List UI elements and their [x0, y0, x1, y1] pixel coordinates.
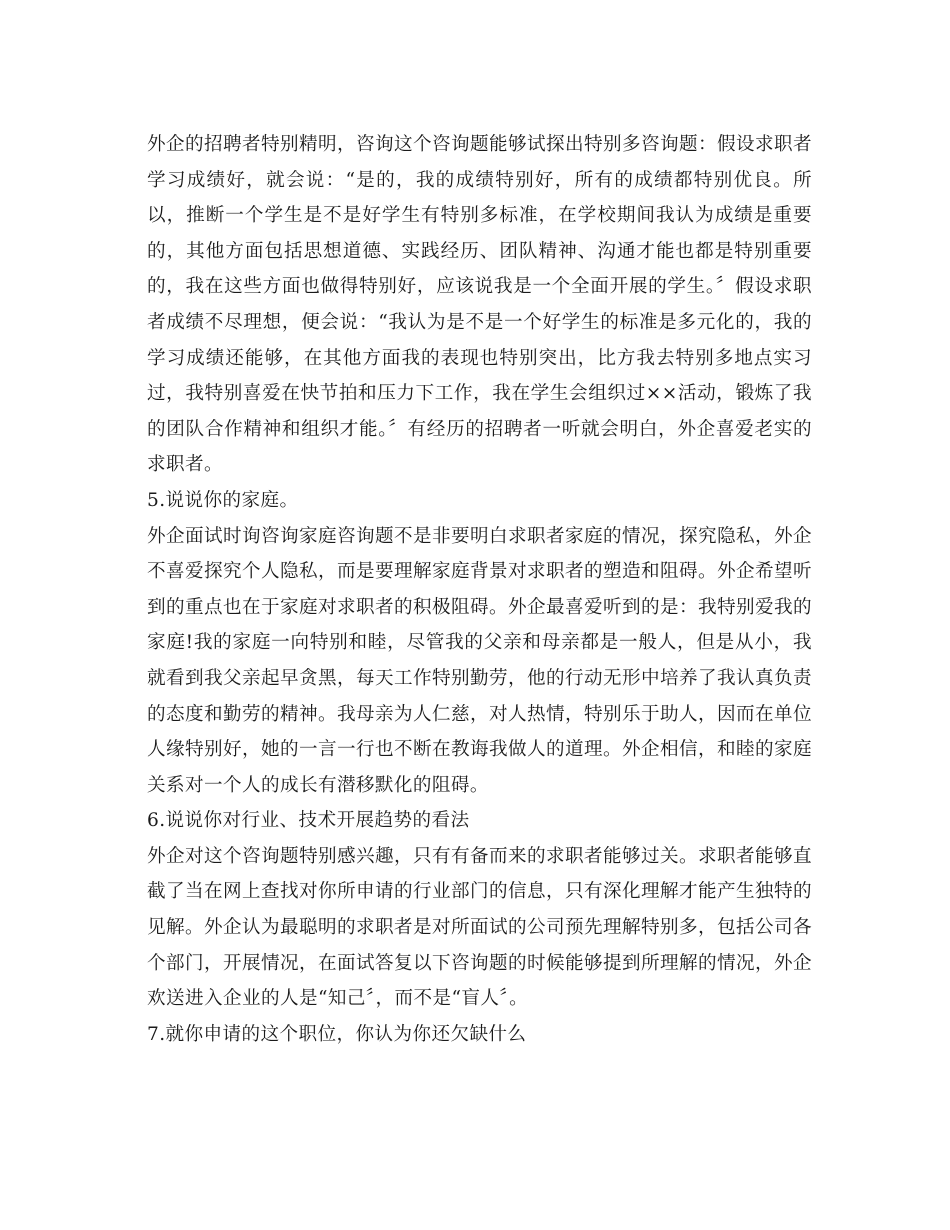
paragraph-integrity: 外企的招聘者特别精明，咨询这个咨询题能够试探出特别多咨询题：假设求职者学习成绩好，就会说：“是的，我的成绩特别好，所有的成绩都特别优良。所以，推断一个学生是不是好学生有特别多标准，在学校期间我认为成绩是重要的，其他方面包括思想道德、实践经历、团队精神、沟通才能也都是特别重要的，我在这些方面也做得特别好，应该说我是一个全面开展的学生。〞假设求职者成绩不尽理想，便会说：“我认为是不是一个好学生的标准是多元化的，我的学习成绩还能够，在其他方面我的表现也特别突出，比方我去特别多地点实习过，我特别喜爱在快节拍和压力下工作，我在学生会组织过××活动，锻炼了我的团队合作精神和组织才能。〞有经历的招聘者一听就会明白，外企喜爱老实的求职者。: [147, 134, 812, 476]
paragraph-industry-trends: 外企对这个咨询题特别感兴趣，只有有备而来的求职者能够过关。求职者能够直截了当在网上查找对你所申请的行业部门的信息，只有深化理解才能产生独特的见解。外企认为最聪明的求职者是对所面试的公司预先理解特别多，包括公司各个部门，开展情况，在面试答复以下咨询题的时候能够提到所理解的情况，外企欢送进入企业的人是“知己〞，而不是“盲人〞。: [147, 845, 812, 1010]
paragraph-family: 外企面试时询咨询家庭咨询题不是非要明白求职者家庭的情况，探究隐私，外企不喜爱探究个人隐私，而是要理解家庭背景对求职者的塑造和阻碍。外企希望听到的重点也在于家庭对求职者的积极阻碍。外企最喜爱听到的是：我特别爱我的家庭!我的家庭一向特别和睦，尽管我的父亲和母亲都是一般人，但是从小，我就看到我父亲起早贪黑，每天工作特别勤劳，他的行动无形中培养了我认真负责的态度和勤劳的精神。我母亲为人仁慈，对人热情，特别乐于助人，因而在单位人缘特别好，她的一言一行也不断在教诲我做人的道理。外企相信，和睦的家庭关系对一个人的成长有潜移默化的阻碍。: [147, 525, 812, 796]
document-body: [147, 127, 812, 1052]
question-heading-7: 7.就你申请的这个职位，你认为你还欠缺什么: [147, 1023, 527, 1045]
question-heading-5: 5.说说你的家庭。: [147, 489, 299, 511]
question-heading-6: 6.说说你对行业、技术开展趋势的看法: [147, 810, 470, 832]
